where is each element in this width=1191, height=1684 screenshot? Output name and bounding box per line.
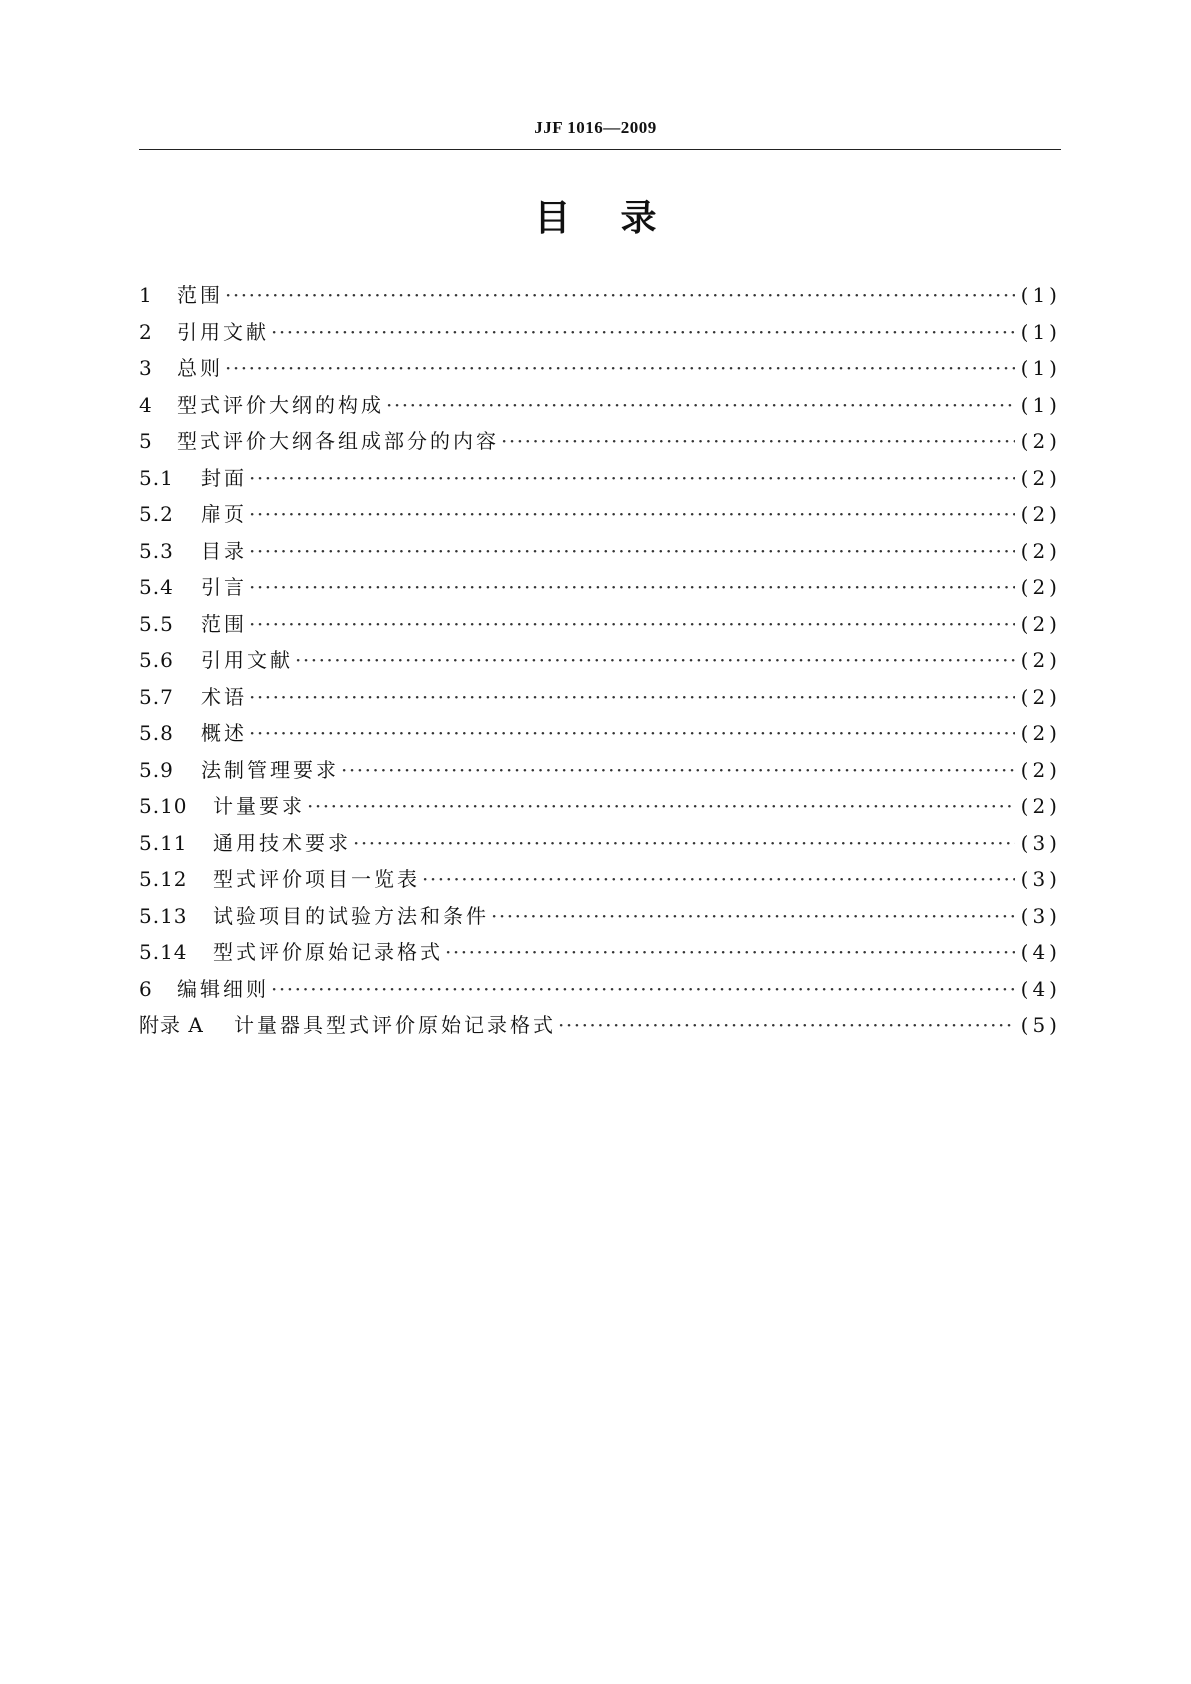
toc-label: 术语: [201, 684, 247, 709]
toc-entry-1[interactable]: [139, 277, 1061, 314]
toc-label: 扉页: [201, 502, 247, 527]
dot-leader: [249, 612, 1015, 636]
toc-entry-5-12[interactable]: [139, 861, 1061, 898]
dot-leader: [307, 794, 1015, 818]
toc-entry-5-10[interactable]: [139, 788, 1061, 825]
toc-label: 计量器具型式评价原始记录格式: [234, 1013, 556, 1038]
document-code: JJF 1016—2009: [534, 118, 657, 137]
toc-label: 型式评价原始记录格式: [213, 940, 443, 965]
toc-label: 试验项目的试验方法和条件: [213, 903, 489, 928]
toc-entry-3[interactable]: [139, 350, 1061, 387]
toc-label: 概述: [201, 721, 247, 746]
toc-entry-5-5[interactable]: [139, 606, 1061, 643]
toc-entry-5-6[interactable]: [139, 642, 1061, 679]
toc-label: 型式评价项目一览表: [213, 867, 420, 892]
dot-leader: [249, 575, 1015, 599]
toc-label: 通用技术要求: [213, 830, 351, 855]
toc-number: 5.1: [139, 465, 174, 490]
toc-entry-5-13[interactable]: [139, 898, 1061, 935]
toc-entry-5-4[interactable]: [139, 569, 1061, 606]
toc-label: 型式评价大纲的构成: [177, 392, 384, 417]
toc-page-number: (4): [1020, 976, 1061, 1001]
dot-leader: [295, 648, 1015, 672]
toc-entry-5-1[interactable]: [139, 460, 1061, 497]
toc-number: 5.9: [139, 757, 174, 782]
toc-entry-5-8[interactable]: [139, 715, 1061, 752]
dot-leader: [271, 977, 1015, 1001]
toc-page-number: (2): [1020, 575, 1061, 600]
dot-leader: [501, 429, 1015, 453]
dot-leader: [353, 831, 1015, 855]
toc-page-number: (2): [1020, 794, 1061, 819]
toc-number: 4: [139, 392, 153, 417]
dot-leader: [558, 1013, 1015, 1037]
toc-label: 计量要求: [213, 794, 305, 819]
toc-entry-2[interactable]: [139, 314, 1061, 351]
toc-page-number: (3): [1020, 830, 1061, 855]
toc-number: 5.11: [139, 830, 188, 855]
toc-page-number: (2): [1020, 721, 1061, 746]
toc-number: 5.2: [139, 502, 174, 527]
toc-label: 法制管理要求: [201, 757, 339, 782]
toc-number: 3: [139, 356, 153, 381]
dot-leader: [491, 904, 1015, 928]
page-title: 目 录: [534, 198, 657, 239]
toc-entry-5-2[interactable]: [139, 496, 1061, 533]
toc-page-number: (3): [1020, 867, 1061, 892]
dot-leader: [249, 721, 1015, 745]
toc-label: 引用文献: [201, 648, 293, 673]
toc-page-number: (2): [1020, 502, 1061, 527]
toc-entry-5-14[interactable]: [139, 934, 1061, 971]
toc-entry-5-3[interactable]: [139, 533, 1061, 570]
dot-leader: [341, 758, 1015, 782]
header-rule: [139, 149, 1061, 150]
toc-number: 2: [139, 319, 153, 344]
toc-page-number: (2): [1020, 684, 1061, 709]
dot-leader: [422, 867, 1015, 891]
toc-page-number: (2): [1020, 538, 1061, 563]
toc-page-number: (1): [1020, 283, 1061, 308]
dot-leader: [249, 539, 1015, 563]
toc-number: 1: [139, 283, 153, 308]
toc-number: 5.4: [139, 575, 174, 600]
toc-number: 5.13: [139, 903, 188, 928]
toc-label: 编辑细则: [177, 976, 269, 1001]
toc-label: 目录: [201, 538, 247, 563]
toc-page-number: (1): [1020, 319, 1061, 344]
toc-page-number: (1): [1020, 356, 1061, 381]
toc-label: 封面: [201, 465, 247, 490]
dot-leader: [249, 502, 1015, 526]
toc-number: 附录 A: [139, 1013, 204, 1038]
toc-number: 5.7: [139, 684, 174, 709]
toc-label: 引言: [201, 575, 247, 600]
toc-label: 范围: [201, 611, 247, 636]
toc-number: 5.6: [139, 648, 174, 673]
dot-leader: [386, 393, 1015, 417]
toc-page-number: (5): [1020, 1013, 1061, 1038]
dot-leader: [249, 685, 1015, 709]
toc-page-number: (4): [1020, 940, 1061, 965]
toc-number: 5: [139, 429, 153, 454]
toc-page-number: (3): [1020, 903, 1061, 928]
dot-leader: [225, 283, 1015, 307]
toc-entry-5-7[interactable]: [139, 679, 1061, 716]
toc-label: 范围: [177, 283, 223, 308]
dot-leader: [271, 320, 1015, 344]
toc-page-number: (2): [1020, 465, 1061, 490]
table-of-contents: [139, 277, 1061, 1044]
toc-page-number: (2): [1020, 429, 1061, 454]
toc-page-number: (1): [1020, 392, 1061, 417]
toc-number: 5.8: [139, 721, 174, 746]
toc-page-number: (2): [1020, 757, 1061, 782]
toc-label: 总则: [177, 356, 223, 381]
toc-entry-6[interactable]: [139, 971, 1061, 1008]
toc-number: 5.12: [139, 867, 188, 892]
toc-number: 5.5: [139, 611, 174, 636]
dot-leader: [225, 356, 1015, 380]
toc-number: 5.14: [139, 940, 188, 965]
toc-entry-4[interactable]: [139, 387, 1061, 424]
toc-number: 6: [139, 976, 153, 1001]
toc-number: 5.3: [139, 538, 174, 563]
toc-entry-5-11[interactable]: [139, 825, 1061, 862]
toc-page-number: (2): [1020, 648, 1061, 673]
dot-leader: [445, 940, 1015, 964]
toc-label: 型式评价大纲各组成部分的内容: [177, 429, 499, 454]
toc-page-number: (2): [1020, 611, 1061, 636]
toc-entry-5[interactable]: [139, 423, 1061, 460]
toc-entry-5-9[interactable]: [139, 752, 1061, 789]
toc-number: 5.10: [139, 794, 188, 819]
toc-label: 引用文献: [177, 319, 269, 344]
dot-leader: [249, 466, 1015, 490]
toc-entry-appendix-a[interactable]: [139, 1007, 1061, 1044]
